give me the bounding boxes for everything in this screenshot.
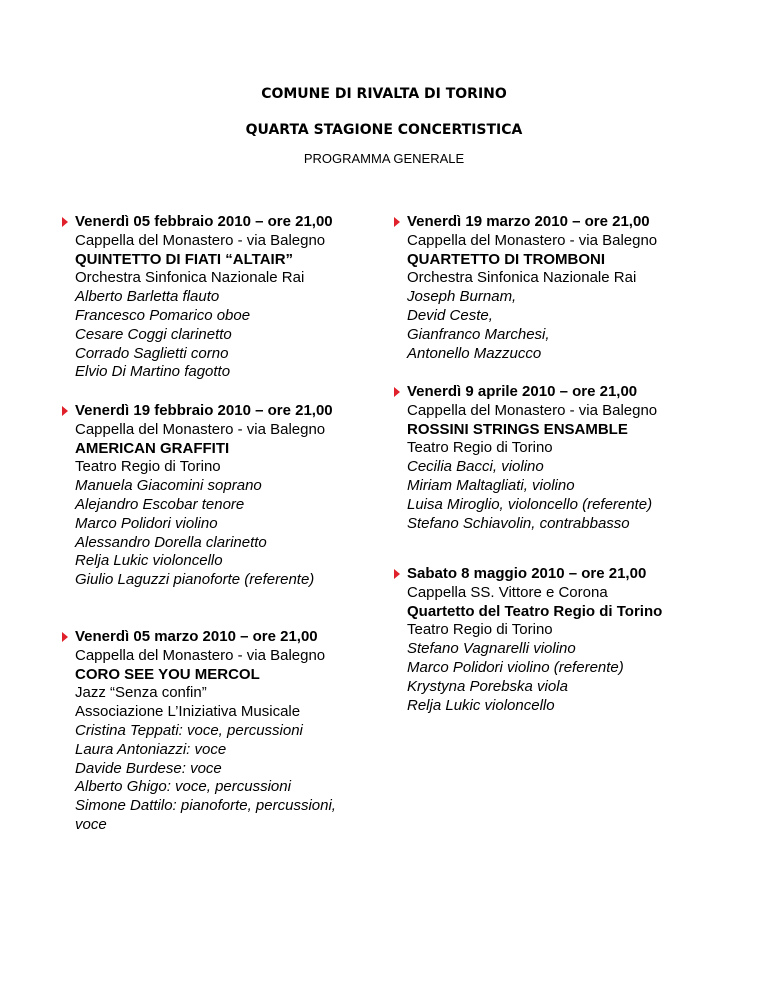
event-performer: Krystyna Porebska viola [407,677,568,695]
event-date [390,383,657,402]
event-performer: Stefano Schiavolin, contrabbasso [407,514,630,532]
event-performer: Antonello Mazzucco [407,344,542,362]
event-details [75,232,333,382]
concert-event [58,402,333,590]
concert-event [390,213,657,363]
event-performer: Luisa Miroglio, violoncello (referente) [407,495,653,513]
event-performer: Relja Lukic violoncello [75,552,223,570]
event-date [58,213,333,232]
event-organization: Associazione L’Iniziativa Musicale [75,703,301,721]
event-venue: Cappella SS. Vittore e Corona [407,583,608,601]
event-performer: Stefano Vagnarelli violino [407,640,576,658]
event-ensemble: AMERICAN GRAFFITI [75,439,230,457]
event-ensemble: ROSSINI STRINGS ENSAMBLE [407,420,628,438]
event-performer: Giulio Laguzzi pianoforte (referente) [75,571,315,589]
event-subtitle: Jazz “Senza confin” [75,684,207,702]
event-performer: Marco Polidori violino [75,514,218,532]
event-performer: Corrado Saglietti corno [75,344,229,362]
event-ensemble: QUINTETTO DI FIATI “ALTAIR” [75,250,294,268]
event-performer: Alberto Ghigo: voce, percussioni [75,778,291,796]
red-triangle-right-icon [62,217,68,227]
concert-event [58,628,336,835]
event-performer: Alessandro Dorella clarinetto [75,533,267,551]
event-details [407,402,657,534]
event-date-text: Venerdì 05 febbraio 2010 – ore 21,00 [75,213,333,230]
event-date [58,628,336,647]
event-venue: Cappella del Monastero - via Balegno [407,231,658,249]
section-title: PROGRAMMA GENERALE [303,151,465,166]
event-organization: Teatro Regio di Torino [407,439,553,457]
event-performer: Miriam Maltagliati, violino [407,476,575,494]
event-organization: Orchestra Sinfonica Nazionale Rai [75,269,305,287]
red-triangle-right-icon [62,632,68,642]
event-date-text: Sabato 8 maggio 2010 – ore 21,00 [407,565,647,582]
event-organization: Orchestra Sinfonica Nazionale Rai [407,269,637,287]
event-date [58,402,333,421]
event-performer: Davide Burdese: voce [75,759,222,777]
event-organization: Teatro Regio di Torino [407,621,553,639]
event-venue: Cappella del Monastero - via Balegno [75,646,326,664]
event-organization: Teatro Regio di Torino [75,458,221,476]
event-ensemble: QUARTETTO DI TROMBONI [407,250,606,268]
event-performer: Francesco Pomarico oboe [75,306,251,324]
concert-event [390,565,662,715]
event-details [75,647,336,835]
event-performer: Cristina Teppati: voce, percussioni [75,721,303,739]
event-details [407,584,662,716]
document-subtitle: QUARTA STAGIONE CONCERTISTICA [245,122,523,138]
event-performer: Laura Antoniazzi: voce [75,740,227,758]
event-venue: Cappella del Monastero - via Balegno [75,231,326,249]
event-performer: Simone Dattilo: pianoforte, percussioni, [75,797,336,815]
event-details [407,232,657,364]
event-performer: Elvio Di Martino fagotto [75,363,231,381]
red-triangle-right-icon [394,387,400,397]
event-performer: Cesare Coggi clarinetto [75,325,232,343]
event-performer: Manuela Giacomini soprano [75,477,262,495]
red-triangle-right-icon [394,217,400,227]
event-performer: Gianfranco Marchesi, [407,325,550,343]
event-date-text: Venerdì 19 marzo 2010 – ore 21,00 [407,213,650,230]
event-performer: Devid Ceste, [407,306,493,324]
event-ensemble: Quartetto del Teatro Regio di Torino [407,602,663,620]
event-date [390,565,662,584]
event-performer: Relja Lukic violoncello [407,696,555,714]
event-performer: Cecilia Bacci, violino [407,458,544,476]
event-venue: Cappella del Monastero - via Balegno [407,401,658,419]
event-ensemble: CORO SEE YOU MERCOL [75,665,260,683]
event-performer: Marco Polidori violino (referente) [407,658,624,676]
red-triangle-right-icon [394,569,400,579]
event-date-text: Venerdì 05 marzo 2010 – ore 21,00 [75,628,318,645]
document-title: COMUNE DI RIVALTA DI TORINO [261,86,507,102]
event-performer: Joseph Burnam, [407,288,517,306]
event-details [75,421,333,590]
concert-event [58,213,333,382]
concert-event [390,383,657,533]
event-performer: Alberto Barletta flauto [75,288,220,306]
event-date-text: Venerdì 19 febbraio 2010 – ore 21,00 [75,402,333,419]
event-date [390,213,657,232]
red-triangle-right-icon [62,406,68,416]
event-performer: voce [75,815,107,833]
event-date-text: Venerdì 9 aprile 2010 – ore 21,00 [407,383,638,400]
event-performer: Alejandro Escobar tenore [75,495,245,513]
event-venue: Cappella del Monastero - via Balegno [75,420,326,438]
